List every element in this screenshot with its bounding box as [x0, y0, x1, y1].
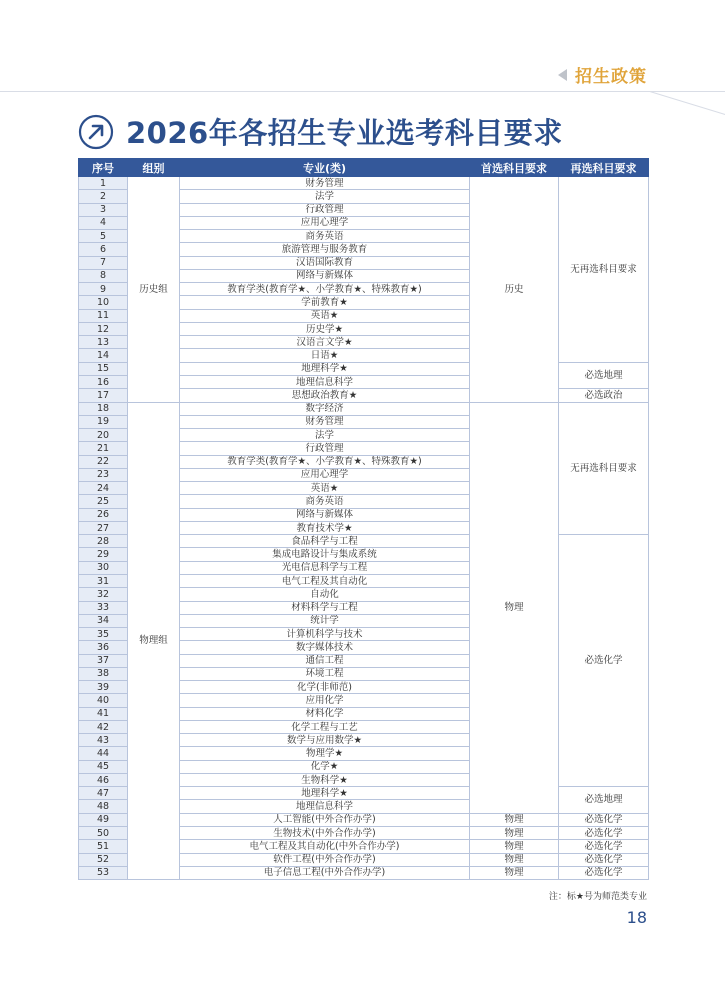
row-number-cell: 10	[79, 296, 128, 309]
second-subject-cell: 必选地理	[559, 787, 649, 814]
row-number-cell: 28	[79, 535, 128, 548]
major-cell: 历史学★	[180, 322, 470, 335]
row-number-cell: 18	[79, 402, 128, 415]
row-number-cell: 15	[79, 362, 128, 375]
second-subject-cell: 必选化学	[559, 866, 649, 879]
major-cell: 生物科学★	[180, 773, 470, 786]
group-cell: 物理组	[128, 402, 180, 880]
table-row	[79, 402, 649, 415]
major-cell: 教育学类(教育学★、小学教育★、特殊教育★)	[180, 455, 470, 468]
row-number-cell: 37	[79, 654, 128, 667]
major-cell: 集成电路设计与集成系统	[180, 548, 470, 561]
section-tag	[558, 62, 647, 87]
table-row	[79, 177, 649, 190]
first-subject-cell: 物理	[470, 402, 559, 813]
major-cell: 化学工程与工艺	[180, 720, 470, 733]
major-cell: 网络与新媒体	[180, 269, 470, 282]
major-cell: 网络与新媒体	[180, 508, 470, 521]
row-number-cell: 22	[79, 455, 128, 468]
row-number-cell: 16	[79, 375, 128, 388]
row-number-cell: 21	[79, 442, 128, 455]
row-number-cell: 43	[79, 734, 128, 747]
major-cell: 应用心理学	[180, 216, 470, 229]
major-cell: 物理学★	[180, 747, 470, 760]
row-number-cell: 47	[79, 787, 128, 800]
major-cell: 电气工程及其自动化(中外合作办学)	[180, 840, 470, 853]
second-subject-cell: 无再选科目要求	[559, 177, 649, 363]
first-subject-cell: 物理	[470, 813, 559, 826]
major-cell: 地理信息科学	[180, 800, 470, 813]
triangle-left-icon	[558, 69, 567, 81]
major-cell: 汉语言文学★	[180, 336, 470, 349]
major-cell: 商务英语	[180, 495, 470, 508]
row-number-cell: 19	[79, 415, 128, 428]
row-number-cell: 45	[79, 760, 128, 773]
row-number-cell: 38	[79, 667, 128, 680]
major-cell: 统计学	[180, 614, 470, 627]
major-cell: 应用心理学	[180, 468, 470, 481]
major-cell: 英语★	[180, 309, 470, 322]
row-number-cell: 6	[79, 243, 128, 256]
major-cell: 商务英语	[180, 230, 470, 243]
row-number-cell: 7	[79, 256, 128, 269]
subject-requirements-table	[78, 158, 649, 880]
header-cell-first-subject: 首选科目要求	[470, 159, 559, 177]
first-subject-cell: 历史	[470, 177, 559, 403]
header-divider	[0, 91, 725, 92]
table-body	[79, 177, 649, 880]
footnote: 注：标★号为师范类专业	[548, 892, 647, 902]
major-cell: 计算机科学与技术	[180, 628, 470, 641]
row-number-cell: 44	[79, 747, 128, 760]
row-number-cell: 27	[79, 521, 128, 534]
row-number-cell: 35	[79, 628, 128, 641]
page-title-row	[78, 111, 563, 152]
first-subject-cell: 物理	[470, 840, 559, 853]
major-cell: 电子信息工程(中外合作办学)	[180, 866, 470, 879]
major-cell: 光电信息科学与工程	[180, 561, 470, 574]
arrow-up-right-circle-icon	[78, 114, 114, 150]
header-cell-group: 组别	[128, 159, 180, 177]
row-number-cell: 41	[79, 707, 128, 720]
major-cell: 电气工程及其自动化	[180, 574, 470, 587]
row-number-cell: 1	[79, 177, 128, 190]
row-number-cell: 11	[79, 309, 128, 322]
row-number-cell: 24	[79, 482, 128, 495]
row-number-cell: 9	[79, 283, 128, 296]
major-cell: 环境工程	[180, 667, 470, 680]
major-cell: 学前教育★	[180, 296, 470, 309]
major-cell: 生物技术(中外合作办学)	[180, 827, 470, 840]
row-number-cell: 34	[79, 614, 128, 627]
major-cell: 数字经济	[180, 402, 470, 415]
row-number-cell: 52	[79, 853, 128, 866]
row-number-cell: 30	[79, 561, 128, 574]
major-cell: 财务管理	[180, 415, 470, 428]
row-number-cell: 3	[79, 203, 128, 216]
second-subject-cell: 必选化学	[559, 827, 649, 840]
major-cell: 教育学类(教育学★、小学教育★、特殊教育★)	[180, 283, 470, 296]
first-subject-cell: 物理	[470, 866, 559, 879]
major-cell: 旅游管理与服务教育	[180, 243, 470, 256]
row-number-cell: 46	[79, 773, 128, 786]
group-cell: 历史组	[128, 177, 180, 403]
row-number-cell: 48	[79, 800, 128, 813]
row-number-cell: 5	[79, 230, 128, 243]
row-number-cell: 42	[79, 720, 128, 733]
major-cell: 化学(非师范)	[180, 681, 470, 694]
row-number-cell: 12	[79, 322, 128, 335]
row-number-cell: 32	[79, 588, 128, 601]
first-subject-cell: 物理	[470, 853, 559, 866]
major-cell: 化学★	[180, 760, 470, 773]
major-cell: 食品科学与工程	[180, 535, 470, 548]
major-cell: 地理科学★	[180, 362, 470, 375]
row-number-cell: 26	[79, 508, 128, 521]
major-cell: 软件工程(中外合作办学)	[180, 853, 470, 866]
page-title: 2026年各招生专业选考科目要求	[126, 111, 563, 152]
major-cell: 英语★	[180, 482, 470, 495]
major-cell: 材料科学与工程	[180, 601, 470, 614]
row-number-cell: 2	[79, 190, 128, 203]
second-subject-cell: 必选化学	[559, 853, 649, 866]
second-subject-cell: 必选化学	[559, 813, 649, 826]
row-number-cell: 40	[79, 694, 128, 707]
major-cell: 材料化学	[180, 707, 470, 720]
row-number-cell: 29	[79, 548, 128, 561]
major-cell: 思想政治教育★	[180, 389, 470, 402]
row-number-cell: 25	[79, 495, 128, 508]
row-number-cell: 13	[79, 336, 128, 349]
major-cell: 法学	[180, 429, 470, 442]
row-number-cell: 51	[79, 840, 128, 853]
section-title: 招生政策	[575, 67, 647, 87]
row-number-cell: 23	[79, 468, 128, 481]
major-cell: 数学与应用数学★	[180, 734, 470, 747]
second-subject-cell: 必选政治	[559, 389, 649, 402]
table-header-row	[79, 159, 649, 177]
major-cell: 汉语国际教育	[180, 256, 470, 269]
major-cell: 应用化学	[180, 694, 470, 707]
row-number-cell: 20	[79, 429, 128, 442]
page-number: 18	[626, 908, 647, 927]
row-number-cell: 31	[79, 574, 128, 587]
row-number-cell: 17	[79, 389, 128, 402]
header-cell-major: 专业(类)	[180, 159, 470, 177]
major-cell: 自动化	[180, 588, 470, 601]
major-cell: 财务管理	[180, 177, 470, 190]
major-cell: 地理信息科学	[180, 375, 470, 388]
major-cell: 教育技术学★	[180, 521, 470, 534]
second-subject-cell: 无再选科目要求	[559, 402, 649, 535]
major-cell: 人工智能(中外合作办学)	[180, 813, 470, 826]
header-cell-number: 序号	[79, 159, 128, 177]
major-cell: 行政管理	[180, 203, 470, 216]
major-cell: 日语★	[180, 349, 470, 362]
header-divider-diagonal	[650, 91, 725, 115]
second-subject-cell: 必选地理	[559, 362, 649, 389]
second-subject-cell: 必选化学	[559, 840, 649, 853]
row-number-cell: 36	[79, 641, 128, 654]
row-number-cell: 4	[79, 216, 128, 229]
header-cell-second-subject: 再选科目要求	[559, 159, 649, 177]
row-number-cell: 14	[79, 349, 128, 362]
major-cell: 通信工程	[180, 654, 470, 667]
row-number-cell: 49	[79, 813, 128, 826]
major-cell: 数字媒体技术	[180, 641, 470, 654]
row-number-cell: 53	[79, 866, 128, 879]
major-cell: 行政管理	[180, 442, 470, 455]
first-subject-cell: 物理	[470, 827, 559, 840]
second-subject-cell: 必选化学	[559, 535, 649, 787]
row-number-cell: 50	[79, 827, 128, 840]
major-cell: 法学	[180, 190, 470, 203]
row-number-cell: 33	[79, 601, 128, 614]
row-number-cell: 8	[79, 269, 128, 282]
major-cell: 地理科学★	[180, 787, 470, 800]
row-number-cell: 39	[79, 681, 128, 694]
